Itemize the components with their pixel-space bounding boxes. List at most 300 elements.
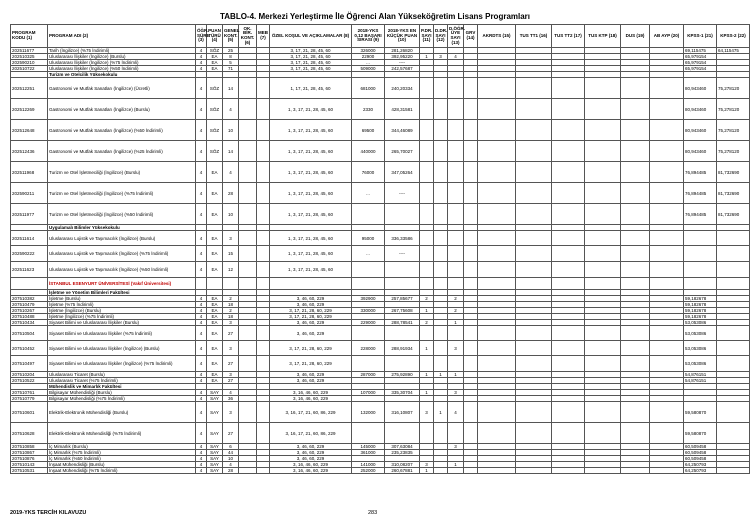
cell-name: Gastronomi ve Mutfak Sanatları (İngilizce) (%25 İndirimli) [48, 141, 196, 162]
column-header: D.DR. SAYI (12) [434, 25, 448, 48]
cell-kpss1: 54,876151 [684, 378, 717, 384]
cell-kosul: 3, 16, 46, 60, 229 [270, 396, 352, 402]
cell-kont: 25 [223, 48, 239, 54]
cell-kpss1: 60,509458 [684, 444, 717, 450]
column-header: 2018-YKS EN KÜÇÜK PUAN (10) [385, 25, 420, 48]
cell-enkucuk: 347,05264 [385, 162, 420, 183]
table-row [11, 78, 750, 99]
cell-empty [464, 183, 478, 204]
cell-kosul: 3, 17, 21, 28, 45, 60 [270, 48, 352, 54]
cell-puan: SÖZ [207, 120, 223, 141]
cell-code: 207510858 [11, 444, 48, 450]
cell-empty [464, 99, 478, 120]
cell-basari: 76000 [352, 162, 385, 183]
cell-kosul: 3, 46, 60, 229 [270, 326, 352, 341]
cell-puan: EA [207, 162, 223, 183]
cell-dou [448, 120, 464, 141]
cell-kpss1: 59,182678 [684, 302, 717, 308]
cell-kosul: 1, 3, 17, 21, 28, 45, 60 [270, 183, 352, 204]
cell-puan: EA [207, 341, 223, 356]
cell-name: Siyaset Bilimi ve Uluslararası İlişkiler (İngilizce) (Burslu) [48, 341, 196, 356]
cell-kpss2: 75,278120 [717, 99, 750, 120]
column-header: DUS (19) [621, 25, 650, 48]
cell-name: Gastronomi ve Mutfak Sanatları (İngilizce) (Ücretli) [48, 78, 196, 99]
cell-kont: 14 [223, 141, 239, 162]
cell-kont: 2 [223, 296, 239, 302]
cell-empty [257, 341, 270, 356]
cell-puan: SÖZ [207, 48, 223, 54]
cell-empty [585, 326, 621, 341]
cell-kont: 27 [223, 378, 239, 384]
table-row [11, 402, 750, 423]
cell-empty [464, 402, 478, 423]
cell-empty [270, 278, 352, 290]
cell-enkucuk: 242,57687 [385, 66, 420, 72]
cell-sure: 4 [196, 78, 207, 99]
cell-basari: 141000 [352, 462, 385, 468]
cell-puan: EA [207, 314, 223, 320]
cell-code: 202512436 [11, 141, 48, 162]
cell-kpss1 [684, 262, 717, 278]
cell-sure: 4 [196, 450, 207, 456]
cell-empty [257, 162, 270, 183]
cell-enkucuk: 267,75608 [385, 308, 420, 314]
cell-empty [257, 402, 270, 423]
cell-pdr [420, 356, 434, 372]
cell-kont: 18 [223, 302, 239, 308]
cell-empty [552, 262, 585, 278]
cell-empty [621, 204, 650, 225]
cell-empty [257, 423, 270, 444]
cell-empty [239, 278, 257, 290]
table-row [11, 246, 750, 262]
cell-empty [621, 326, 650, 341]
cell-empty [464, 356, 478, 372]
cell-basari: ... [352, 246, 385, 262]
cell-kpss1: 76,894485 [684, 204, 717, 225]
cell-kont: 12 [223, 262, 239, 278]
cell-puan: EA [207, 246, 223, 262]
cell-name: Uluslararası Ticaret (Burslu) [48, 372, 196, 378]
cell-empty [516, 341, 552, 356]
cell-empty [516, 99, 552, 120]
cell-empty [464, 78, 478, 99]
cell-empty [650, 262, 684, 278]
cell-name: Uluslararası Lojistik ve Taşımacılık (İngilizce) (%75 İndirimli) [48, 246, 196, 262]
cell-empty [650, 341, 684, 356]
cell-code: 207510628 [11, 423, 48, 444]
cell-pdr: 3 [420, 402, 434, 423]
cell-kpss1: 80,943460 [684, 120, 717, 141]
cell-empty [650, 402, 684, 423]
cell-kont: 4 [223, 162, 239, 183]
cell-code: 207510867 [11, 450, 48, 456]
cell-enkucuk: 288,78541 [385, 320, 420, 326]
cell-ddr: 1 [434, 372, 448, 378]
cell-puan: SAY [207, 390, 223, 396]
cell-kosul: 3, 17, 21, 28, 45, 60 [270, 66, 352, 72]
cell-kosul: 3, 46, 60, 229 [270, 456, 352, 462]
cell-puan: SAY [207, 402, 223, 423]
cell-enkucuk: 265,70027 [385, 141, 420, 162]
cell-empty [464, 341, 478, 356]
cell-empty [464, 231, 478, 246]
cell-empty [621, 246, 650, 262]
cell-sure: 4 [196, 456, 207, 462]
page-title: TABLO-4. Merkezi Yerleştirme İle Öğrenci Alan Yükseköğretim Lisans Programları [219, 12, 531, 21]
cell-ddr [434, 141, 448, 162]
cell-empty [552, 402, 585, 423]
cell-puan: EA [207, 326, 223, 341]
column-header: TUS TT2 (17) [552, 25, 585, 48]
cell-dou: 1 [448, 320, 464, 326]
cell-sure: 4 [196, 320, 207, 326]
cell-name: İç Mimarlık (%50 İndirimli) [48, 456, 196, 462]
cell-puan: SAY [207, 462, 223, 468]
cell-empty [478, 141, 516, 162]
cell-basari: 392900 [352, 296, 385, 302]
cell-puan: EA [207, 54, 223, 60]
cell-name: Uluslararası Lojistik ve Taşımacılık (İngilizce) (Burslu) [48, 231, 196, 246]
cell-empty [585, 468, 621, 474]
cell-sure: 4 [196, 141, 207, 162]
cell-basari: 69500 [352, 120, 385, 141]
cell-kont: 6 [223, 444, 239, 450]
cell-sure: 4 [196, 390, 207, 396]
cell-empty [552, 231, 585, 246]
column-header: P.DR. SAYI (11) [420, 25, 434, 48]
cell-kont: 4 [223, 99, 239, 120]
cell-basari: 361000 [352, 450, 385, 456]
cell-empty [352, 278, 385, 290]
cell-empty [552, 326, 585, 341]
cell-empty [621, 183, 650, 204]
cell-pdr [420, 246, 434, 262]
cell-kont: 36 [223, 396, 239, 402]
column-header: MEB (7) [257, 25, 270, 48]
cell-empty [478, 468, 516, 474]
cell-code: 202511977 [11, 204, 48, 225]
cell-kpss2 [717, 231, 750, 246]
cell-code: 207510601 [11, 402, 48, 423]
cell-enkucuk: 336,33586 [385, 231, 420, 246]
cell-empty [552, 356, 585, 372]
cell-empty [516, 246, 552, 262]
cell-puan: EA [207, 296, 223, 302]
cell-basari: 326000 [352, 48, 385, 54]
cell-enkucuk: 257,85677 [385, 296, 420, 302]
cell-code: 202510325 [11, 54, 48, 60]
cell-pdr [420, 99, 434, 120]
cell-basari: 287000 [352, 372, 385, 378]
cell-kpss1: 64,250793 [684, 462, 717, 468]
cell-basari: 509000 [352, 66, 385, 72]
cell-empty [478, 246, 516, 262]
cell-enkucuk: 281,26820 [385, 48, 420, 54]
cell-kpss2: 75,278120 [717, 78, 750, 99]
cell-basari: 145000 [352, 444, 385, 450]
cell-empty [650, 204, 684, 225]
cell-code: 207510779 [11, 396, 48, 402]
cell-sure: 4 [196, 296, 207, 302]
cell-kosul: 3, 46, 60, 229 [270, 302, 352, 308]
cell-kont: 27 [223, 326, 239, 341]
cell-puan: SÖZ [207, 78, 223, 99]
cell-name: Turizm ve Otel İşletmeciliği (İngilizce) (%50 İndirimli) [48, 204, 196, 225]
cell-basari [352, 262, 385, 278]
cell-empty [516, 402, 552, 423]
cell-empty [223, 278, 239, 290]
cell-dou: 2 [448, 296, 464, 302]
cell-sure: 4 [196, 204, 207, 225]
cell-kpss1: 69,115475 [684, 48, 717, 54]
cell-empty [621, 120, 650, 141]
cell-kpss2 [717, 402, 750, 423]
cell-pdr [420, 204, 434, 225]
cell-kpss2 [717, 326, 750, 341]
cell-kont: 28 [223, 468, 239, 474]
cell-empty [257, 262, 270, 278]
cell-kpss2: 81,732690 [717, 183, 750, 204]
cell-kosul: 3, 16, 46, 60, 229 [270, 468, 352, 474]
cell-empty [478, 423, 516, 444]
cell-kont: 18 [223, 314, 239, 320]
cell-kosul: 3, 46, 60, 229 [270, 320, 352, 326]
cell-empty [516, 183, 552, 204]
cell-enkucuk [385, 423, 420, 444]
cell-kont: 14 [223, 78, 239, 99]
cell-pdr: 3 [420, 462, 434, 468]
column-header: ÖZEL KOŞUL VE AÇIKLAMALAR (8) [270, 25, 352, 48]
cell-kosul: 3, 17, 21, 28, 45, 60 [270, 54, 352, 60]
cell-empty [516, 141, 552, 162]
cell-kont: 10 [223, 456, 239, 462]
cell-ddr [434, 78, 448, 99]
cell-enkucuk: 316,10807 [385, 402, 420, 423]
cell-kosul: 3, 16, 46, 60, 229 [270, 390, 352, 396]
cell-sure: 4 [196, 183, 207, 204]
cell-empty [650, 99, 684, 120]
cell-code: 207510204 [11, 372, 48, 378]
cell-code: 202512269 [11, 99, 48, 120]
cell-empty [448, 278, 464, 290]
cell-puan: SAY [207, 468, 223, 474]
cell-empty [621, 162, 650, 183]
cell-enkucuk: 335,30704 [385, 390, 420, 396]
cell-empty [196, 278, 207, 290]
cell-empty [478, 78, 516, 99]
cell-puan: EA [207, 231, 223, 246]
table-row [11, 204, 750, 225]
cell-name: Uluslararası Ticaret (%75 İndirimli) [48, 378, 196, 384]
cell-empty [516, 78, 552, 99]
cell-kpss1: 76,894485 [684, 162, 717, 183]
cell-kosul: 1, 17, 21, 28, 45, 60 [270, 78, 352, 99]
cell-empty [621, 262, 650, 278]
cell-empty [464, 162, 478, 183]
cell-empty [621, 99, 650, 120]
cell-empty [516, 162, 552, 183]
cell-empty [516, 423, 552, 444]
cell-basari [352, 356, 385, 372]
cell-pdr [420, 120, 434, 141]
cell-name: Turizm ve Otel İşletmeciliği (İngilizce) (%75 İndirimli) [48, 183, 196, 204]
cell-empty [239, 120, 257, 141]
cell-kpss2 [717, 246, 750, 262]
cell-code: 202512251 [11, 78, 48, 99]
cell-name: Gastronomi ve Mutfak Sanatları (İngilizce) (Burslu) [48, 99, 196, 120]
cell-empty [650, 278, 684, 290]
cell-ddr [434, 246, 448, 262]
cell-kont: 4 [223, 390, 239, 396]
cell-basari: 440000 [352, 141, 385, 162]
cell-empty [585, 204, 621, 225]
cell-pdr: 1 [420, 341, 434, 356]
cell-empty [650, 78, 684, 99]
cell-kosul: 1, 3, 17, 21, 28, 45, 60 [270, 99, 352, 120]
column-header: OK. BİR. KONT. (6) [239, 25, 257, 48]
cell-empty [621, 78, 650, 99]
cell-empty [239, 231, 257, 246]
cell-empty [239, 356, 257, 372]
cell-basari: 252000 [352, 468, 385, 474]
section-title: İşletme ve Yönetim Bilimleri Fakültesi [48, 290, 196, 296]
cell-sure: 4 [196, 120, 207, 141]
column-header: D.ÖĞR. ÜYE SAYI (13) [448, 25, 464, 48]
cell-empty [516, 262, 552, 278]
section-title: Mühendislik ve Mimarlık Fakültesi [48, 384, 196, 390]
cell-dou: 4 [448, 54, 464, 60]
cell-dou [448, 262, 464, 278]
cell-empty [684, 278, 717, 290]
cell-sure: 4 [196, 444, 207, 450]
cell-kosul: 1, 3, 17, 21, 28, 45, 60 [270, 246, 352, 262]
programs-table [10, 24, 750, 474]
table-row [11, 326, 750, 341]
cell-kosul: 3, 16, 17, 21, 60, 86, 229 [270, 402, 352, 423]
cell-puan: SÖZ [207, 141, 223, 162]
cell-empty [464, 141, 478, 162]
cell-sure: 4 [196, 54, 207, 60]
column-header: GENEL KONT. (5) [223, 25, 239, 48]
cell-dou: 2 [448, 308, 464, 314]
cell-pdr [420, 326, 434, 341]
cell-empty [464, 278, 478, 290]
cell-name: Siyaset Bilimi ve Uluslararası İlişkiler (Burslu) [48, 320, 196, 326]
cell-empty [516, 468, 552, 474]
cell-name: Bilgisayar Mühendisliği (%75 İndirimli) [48, 396, 196, 402]
cell-empty [516, 356, 552, 372]
cell-pdr: 2 [420, 296, 434, 302]
cell-enkucuk: 310,08207 [385, 462, 420, 468]
cell-code: 207510479 [11, 302, 48, 308]
cell-sure: 4 [196, 396, 207, 402]
cell-name: Uluslararası İlişkiler (İngilizce) (%75 İndirimli) [48, 60, 196, 66]
cell-puan: EA [207, 372, 223, 378]
cell-dou [448, 356, 464, 372]
table-row [11, 468, 750, 474]
cell-code: 207510876 [11, 456, 48, 462]
cell-empty [478, 162, 516, 183]
cell-empty [464, 326, 478, 341]
cell-empty [239, 78, 257, 99]
table-row [11, 341, 750, 356]
cell-ddr: 1 [434, 402, 448, 423]
cell-empty [585, 183, 621, 204]
cell-enkucuk: 275,92890 [385, 372, 420, 378]
cell-puan: SAY [207, 456, 223, 462]
cell-dou [448, 423, 464, 444]
cell-kosul: 1, 3, 17, 21, 28, 45, 60 [270, 120, 352, 141]
cell-empty [239, 204, 257, 225]
cell-ddr: 3 [434, 54, 448, 60]
cell-kont: 15 [223, 246, 239, 262]
column-header: AB AYP (20) [650, 25, 684, 48]
cell-kont: 8 [223, 54, 239, 60]
cell-basari: ... [352, 60, 385, 66]
cell-empty [478, 183, 516, 204]
cell-kpss1: 53,053086 [684, 326, 717, 341]
cell-empty [464, 468, 478, 474]
column-header: GRV (14) [464, 25, 478, 48]
table-row [11, 356, 750, 372]
column-header: KPSS-1 (21) [684, 25, 717, 48]
cell-empty [478, 402, 516, 423]
cell-kosul: 1, 3, 17, 21, 28, 45, 60 [270, 204, 352, 225]
cell-puan: EA [207, 302, 223, 308]
cell-empty [478, 99, 516, 120]
cell-code: 207510522 [11, 378, 48, 384]
column-header: PUAN TÜRÜ (4) [207, 25, 223, 48]
cell-sure: 4 [196, 378, 207, 384]
cell-empty [464, 120, 478, 141]
cell-kont: 2 [223, 308, 239, 314]
cell-pdr: 1 [420, 468, 434, 474]
cell-kpss1: 65,979154 [684, 60, 717, 66]
cell-basari: 132000 [352, 402, 385, 423]
cell-kont: 10 [223, 204, 239, 225]
cell-enkucuk [385, 204, 420, 225]
cell-kpss1: 80,943460 [684, 99, 717, 120]
cell-kpss1: 60,509458 [684, 450, 717, 456]
cell-enkucuk [385, 326, 420, 341]
cell-kpss1: 80,943460 [684, 78, 717, 99]
section-title: Turizm ve Otelcilik Yüksekokulu [48, 72, 196, 78]
cell-empty [464, 262, 478, 278]
cell-sure: 4 [196, 99, 207, 120]
cell-sure: 4 [196, 308, 207, 314]
cell-kpss2: 75,278120 [717, 141, 750, 162]
cell-empty [650, 326, 684, 341]
cell-code: 202511677 [11, 48, 48, 54]
cell-name: Tarih (İngilizce) (%75 İndirimli) [48, 48, 196, 54]
cell-kosul: 1, 3, 17, 21, 28, 45, 60 [270, 141, 352, 162]
cell-name: Elektrik-Elektronik Mühendisliği (%75 İndirimli) [48, 423, 196, 444]
cell-name: İnşaat Mühendisliği (%75 İndirimli) [48, 468, 196, 474]
cell-code: 202510722 [11, 66, 48, 72]
cell-code: 207510382 [11, 296, 48, 302]
cell-kpss1: 60,509458 [684, 456, 717, 462]
cell-ddr [434, 326, 448, 341]
cell-basari: 330000 [352, 308, 385, 314]
cell-enkucuk [385, 262, 420, 278]
cell-enkucuk [385, 356, 420, 372]
cell-sure: 4 [196, 326, 207, 341]
cell-empty [516, 204, 552, 225]
cell-kpss2 [717, 356, 750, 372]
cell-empty [239, 141, 257, 162]
cell-code: 202511623 [11, 262, 48, 278]
